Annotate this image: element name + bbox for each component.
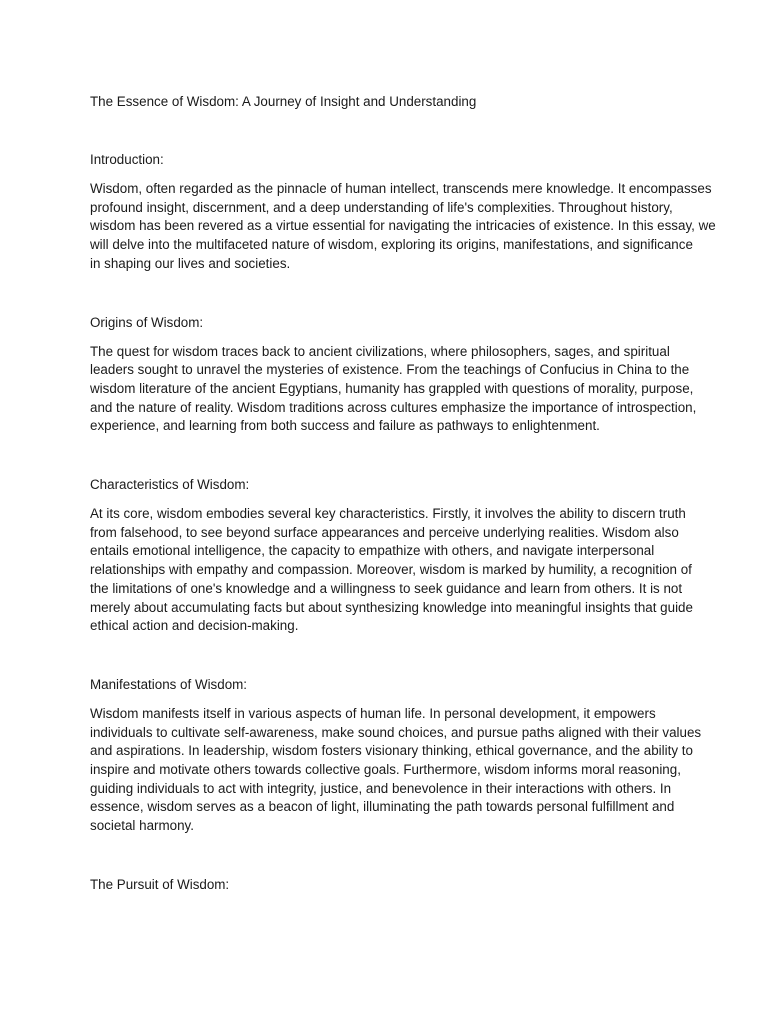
paragraph-line: individuals to cultivate self-awareness, make sound choices, and pursue paths aligned with their values — [90, 724, 702, 740]
paragraph-line: and the nature of reality. Wisdom traditions across cultures emphasize the importance of introspection, — [90, 399, 697, 415]
paragraph-line: entails emotional intelligence, the capacity to empathize with others, and navigate interpersonal — [90, 543, 655, 559]
section-pursuit — [90, 875, 690, 894]
section-paragraph — [90, 180, 716, 274]
paragraph-line: leaders sought to unravel the mysteries of existence. From the teachings of Confucius in China to the — [90, 362, 690, 378]
section-paragraph — [90, 705, 702, 836]
section-heading: Introduction: — [90, 152, 164, 167]
paragraph-line: profound insight, discernment, and a deep understanding of life's complexities. Throughout history, — [90, 199, 673, 215]
paragraph-line: experience, and learning from both success and failure as pathways to enlightenment. — [90, 418, 600, 434]
paragraph-line: The quest for wisdom traces back to ancient civilizations, where philosophers, sages, and spiritual — [90, 343, 670, 359]
section-manifestations — [90, 675, 702, 836]
paragraph-line: At its core, wisdom embodies several key characteristics. Firstly, it involves the ability to discern truth — [90, 506, 686, 522]
section-heading: Characteristics of Wisdom: — [90, 477, 250, 493]
paragraph-line: and aspirations. In leadership, wisdom fosters visionary thinking, ethical governance, and the ability to — [90, 743, 693, 759]
paragraph-line: relationships with empathy and compassion. Moreover, wisdom is marked by humility, a recognition of — [90, 562, 692, 578]
paragraph-line: in shaping our lives and societies. — [90, 255, 291, 271]
paragraph-line: wisdom has been revered as a virtue essential for navigating the intricacies of existence. In this essay, we — [90, 218, 716, 234]
section-introduction — [90, 150, 716, 274]
section-paragraph — [90, 343, 697, 437]
paragraph-line: societal harmony. — [90, 818, 194, 834]
paragraph-line: from falsehood, to see beyond surface appearances and perceive underlying realities. Wisdom also — [90, 524, 679, 540]
paragraph-line: the limitations of one's knowledge and a willingness to seek guidance and learn from others. It is not — [90, 580, 683, 596]
section-characteristics — [90, 475, 693, 636]
section-origins — [90, 313, 697, 437]
section-heading: Manifestations of Wisdom: — [90, 676, 248, 692]
paragraph-line: will delve into the multifaceted nature of wisdom, exploring its origins, manifestations, and significance — [90, 237, 693, 253]
paragraph-line: Wisdom manifests itself in various aspects of human life. In personal development, it empowers — [90, 705, 656, 721]
paragraph-line: guiding individuals to act with integrity, justice, and benevolence in their interactions with others. In — [90, 780, 672, 796]
paragraph-line: merely about accumulating facts but about synthesizing knowledge into meaningful insights that guide — [90, 599, 693, 615]
paragraph-line: essence, wisdom serves as a beacon of light, illuminating the path towards personal fulfillment and — [90, 799, 675, 815]
document-title: The Essence of Wisdom: A Journey of Insight and Understanding — [90, 94, 477, 109]
paragraph-line: inspire and motivate others towards collective goals. Furthermore, wisdom informs moral reasoning, — [90, 762, 681, 778]
section-heading: The Pursuit of Wisdom: — [90, 876, 230, 892]
paragraph-line: wisdom literature of the ancient Egyptians, humanity has grappled with questions of morality, purpose, — [90, 380, 694, 396]
document-page — [90, 92, 716, 933]
section-paragraph — [90, 505, 693, 636]
paragraph-line: ethical action and decision-making. — [90, 618, 299, 634]
paragraph-line: Wisdom, often regarded as the pinnacle of human intellect, transcends mere knowledge. It encompasses — [90, 181, 712, 196]
section-heading: Origins of Wisdom: — [90, 314, 204, 330]
